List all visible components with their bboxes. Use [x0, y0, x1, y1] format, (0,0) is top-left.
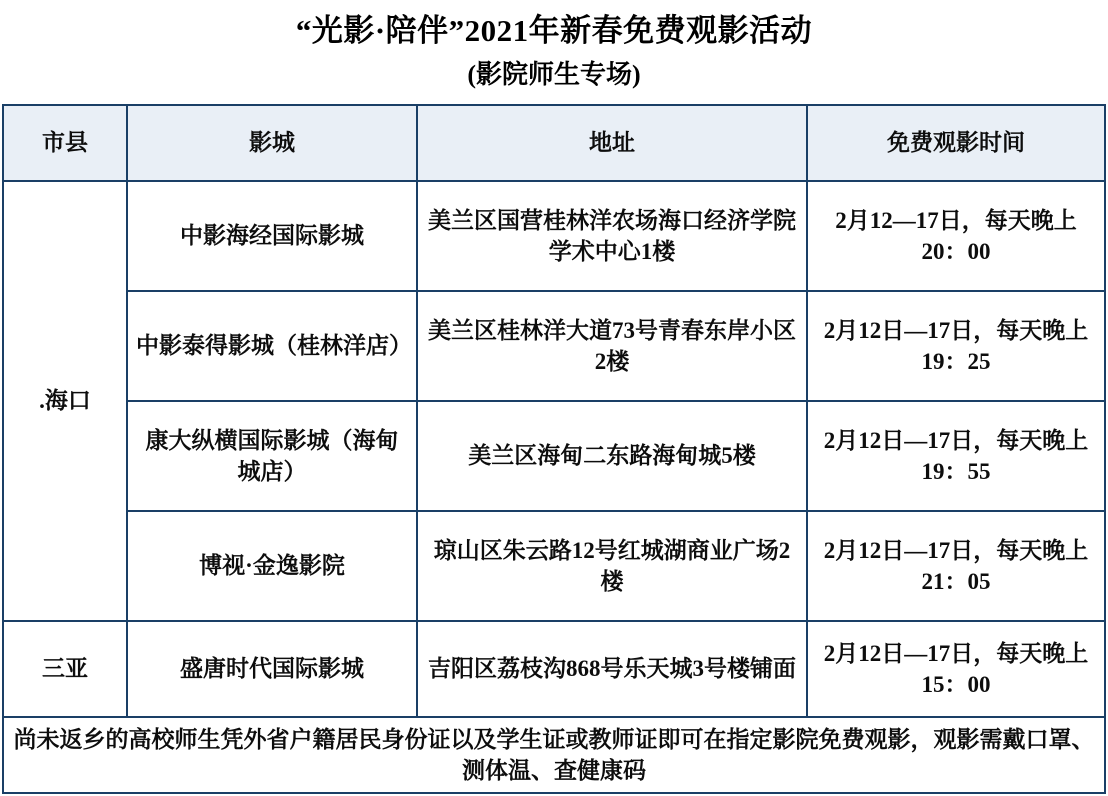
- column-header-city: 市县: [3, 105, 127, 181]
- page-title: “光影·陪伴”2021年新春免费观影活动: [295, 13, 813, 48]
- table-body: [3, 181, 1105, 793]
- cell-time: 2月12—17日，每天晚上20：00: [807, 181, 1105, 291]
- cell-address: 吉阳区荔枝沟868号乐天城3号楼铺面: [417, 621, 807, 717]
- cell-cinema: 中影海经国际影城: [127, 181, 417, 291]
- cell-time: 2月12日—17日，每天晚上19：55: [807, 401, 1105, 511]
- table-row: [3, 621, 1105, 717]
- column-header-time: 免费观影时间: [807, 105, 1105, 181]
- cell-time: 2月12日—17日，每天晚上19：25: [807, 291, 1105, 401]
- cell-city-sanya: 三亚: [3, 621, 127, 717]
- cell-time: 2月12日—17日，每天晚上15：00: [807, 621, 1105, 717]
- title-block: [0, 0, 1108, 104]
- column-header-cinema: 影城: [127, 105, 417, 181]
- table-row: [3, 181, 1105, 291]
- cell-address: 美兰区国营桂林洋农场海口经济学院学术中心1楼: [417, 181, 807, 291]
- cell-address: 琼山区朱云路12号红城湖商业广场2楼: [417, 511, 807, 621]
- page-subtitle: (影院师生专场): [467, 59, 641, 89]
- table-footer-row: [3, 717, 1105, 793]
- footer-note: 尚未返乡的高校师生凭外省户籍居民身份证以及学生证或教师证即可在指定影院免费观影，观影需戴口罩、测体温、查健康码: [3, 717, 1105, 793]
- table-header: [3, 105, 1105, 181]
- cell-address: 美兰区海甸二东路海甸城5楼: [417, 401, 807, 511]
- column-header-address: 地址: [417, 105, 807, 181]
- schedule-table: [2, 104, 1106, 794]
- table-header-row: [3, 105, 1105, 181]
- cell-cinema: 盛唐时代国际影城: [127, 621, 417, 717]
- cell-address: 美兰区桂林洋大道73号青春东岸小区2楼: [417, 291, 807, 401]
- table-row: [3, 511, 1105, 621]
- cell-cinema: 博视·金逸影院: [127, 511, 417, 621]
- cell-cinema: 中影泰得影城（桂林洋店）: [127, 291, 417, 401]
- cell-time: 2月12日—17日，每天晚上21：05: [807, 511, 1105, 621]
- table-row: [3, 401, 1105, 511]
- cell-cinema: 康大纵横国际影城（海甸城店）: [127, 401, 417, 511]
- table-row: [3, 291, 1105, 401]
- cell-city-haikou: .海口: [3, 181, 127, 621]
